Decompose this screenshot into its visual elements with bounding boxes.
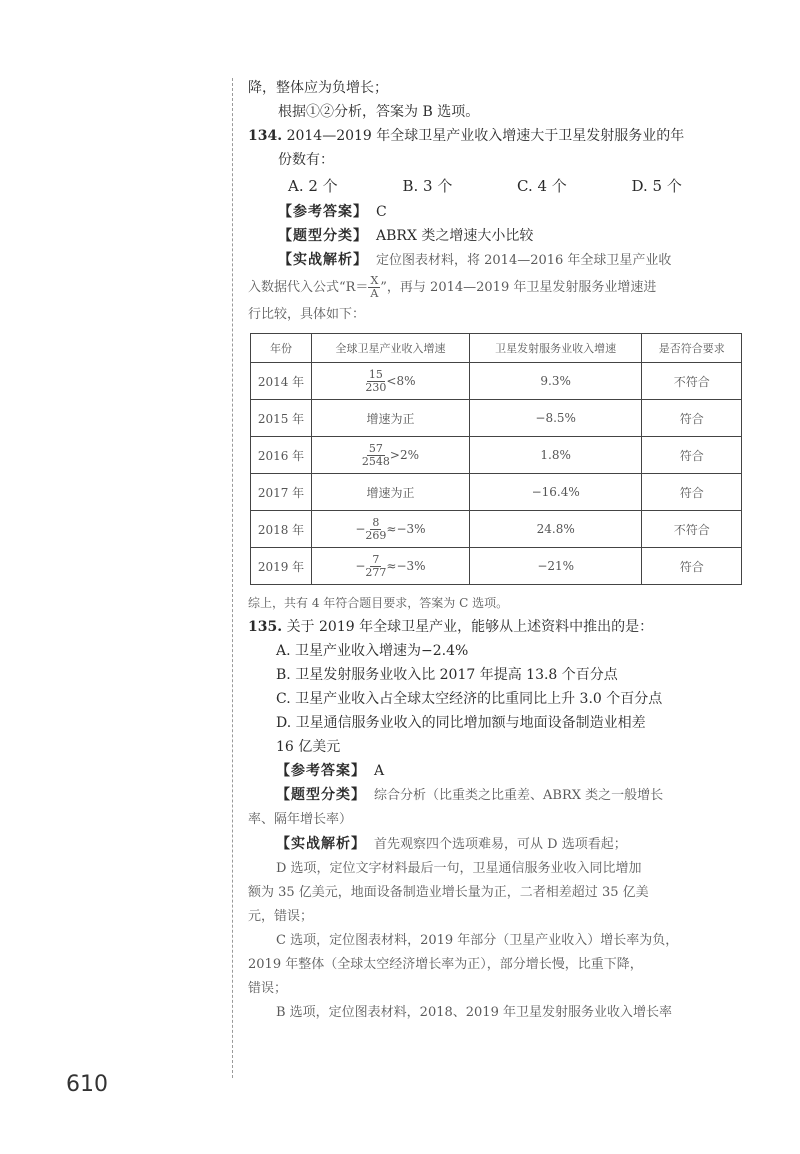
comparison: <8% xyxy=(386,373,416,388)
summary-line: 综上，共有 4 年符合题目要求，答案为 C 选项。 xyxy=(248,596,509,610)
result-cell: 符合 xyxy=(642,437,742,474)
fraction xyxy=(365,369,386,394)
text-line: 行比较，具体如下： xyxy=(248,307,366,322)
text-line: 元，错误； xyxy=(248,909,314,924)
stem-text: 关于 2019 年全球卫星产业，能够从上述资料中推出的是： xyxy=(286,619,654,635)
table-row xyxy=(251,437,742,474)
text-line: C 选项，定位图表材料，2019 年部分（卫星产业收入）增长率为负， xyxy=(276,933,679,948)
result-cell: 符合 xyxy=(642,400,742,437)
numerator: 7 xyxy=(372,552,380,566)
growth-cell xyxy=(312,511,470,548)
year-cell: 2018 年 xyxy=(251,511,312,548)
analysis-formula-line xyxy=(248,273,746,303)
numerator: 57 xyxy=(368,441,383,455)
type-value: 综合分析（比重类之比重差、ABRX 类之一般增长 xyxy=(374,788,664,803)
result-cell: 符合 xyxy=(642,548,742,585)
growth-cell: 增速为正 xyxy=(312,400,470,437)
answer-value: C xyxy=(376,204,387,220)
comparison: >2% xyxy=(389,447,419,462)
option-b: B. 3 个 xyxy=(402,177,453,195)
table-row xyxy=(251,400,742,437)
comparison: ≈−3% xyxy=(386,558,426,573)
question-134-stem xyxy=(248,124,746,148)
launch-growth-cell: 9.3% xyxy=(469,363,642,400)
sign: − xyxy=(355,558,366,573)
year-cell: 2016 年 xyxy=(251,437,312,474)
analysis-text: 定位图表材料，将 2014—2016 年全球卫星产业收 xyxy=(376,253,672,268)
launch-growth-cell: −8.5% xyxy=(469,400,642,437)
analysis-row xyxy=(248,832,746,857)
growth-cell: 增速为正 xyxy=(312,474,470,511)
launch-growth-cell: −21% xyxy=(469,548,642,585)
question-number: 135. xyxy=(248,619,283,635)
answer-label: 【参考答案】 xyxy=(276,763,366,779)
question-134-options xyxy=(248,172,746,200)
denominator: 230 xyxy=(365,380,387,394)
option-b: B. 卫星发射服务业收入比 2017 年提高 13.8 个百分点 xyxy=(276,667,618,683)
denominator: 269 xyxy=(365,528,387,542)
text-line: 率、隔年增长率） xyxy=(248,812,353,827)
year-cell: 2017 年 xyxy=(251,474,312,511)
numerator: 15 xyxy=(368,367,383,381)
formula-denominator: A xyxy=(370,287,379,300)
analysis-text: 入数据代入公式“R＝ xyxy=(248,280,369,295)
type-row xyxy=(248,224,746,248)
numerator: 8 xyxy=(372,515,380,529)
analysis-label: 【实战解析】 xyxy=(276,836,366,852)
text-line: 根据①②分析，答案为 B 选项。 xyxy=(278,104,480,120)
result-cell: 不符合 xyxy=(642,511,742,548)
option-d-continued: 16 亿美元 xyxy=(276,739,341,755)
result-cell: 符合 xyxy=(642,474,742,511)
type-row xyxy=(248,783,746,808)
table-row xyxy=(251,474,742,511)
answer-row xyxy=(248,759,746,783)
question-number: 134. xyxy=(248,128,283,144)
answer-row xyxy=(248,200,746,224)
text-line: 错误； xyxy=(248,981,288,996)
type-label: 【题型分类】 xyxy=(278,228,368,244)
stem-text: 2014—2019 年全球卫星产业收入增速大于卫星发射服务业的年 xyxy=(286,128,685,144)
launch-growth-cell: 1.8% xyxy=(469,437,642,474)
page-content xyxy=(248,76,746,1025)
fraction xyxy=(362,443,390,468)
table-header: 全球卫星产业收入增速 xyxy=(312,334,470,363)
launch-growth-cell: 24.8% xyxy=(469,511,642,548)
page-number: 610 xyxy=(66,1072,108,1097)
option-a: A. 2 个 xyxy=(288,177,338,195)
growth-cell xyxy=(312,363,470,400)
text-line: 份数有： xyxy=(278,152,334,168)
table-row xyxy=(251,363,742,400)
analysis-text: ”，再与 2014—2019 年卫星发射服务业增速进 xyxy=(380,280,657,295)
analysis-label: 【实战解析】 xyxy=(278,252,368,268)
growth-cell xyxy=(312,548,470,585)
binding-margin-line xyxy=(232,78,233,1078)
analysis-text: 首先观察四个选项难易，可从 D 选项看起； xyxy=(374,837,627,852)
answer-value: A xyxy=(374,763,385,779)
year-cell: 2019 年 xyxy=(251,548,312,585)
comparison: ≈−3% xyxy=(386,521,426,536)
analysis-row xyxy=(248,248,746,273)
table-header: 是否符合要求 xyxy=(642,334,742,363)
fraction xyxy=(365,517,386,542)
answer-label: 【参考答案】 xyxy=(278,204,368,220)
table-header: 年份 xyxy=(251,334,312,363)
option-d: D. 卫星通信服务业收入的同比增加额与地面设备制造业相差 xyxy=(276,715,646,731)
type-label: 【题型分类】 xyxy=(276,787,366,803)
type-value: ABRX 类之增速大小比较 xyxy=(376,228,534,244)
table-header-row xyxy=(251,334,742,363)
year-cell: 2015 年 xyxy=(251,400,312,437)
text-line: B 选项，定位图表材料，2018、2019 年卫星发射服务业收入增长率 xyxy=(276,1005,672,1020)
question-135-stem xyxy=(248,615,746,639)
text-line: D 选项，定位文字材料最后一句，卫星通信服务业收入同比增加 xyxy=(276,861,642,876)
denominator: 277 xyxy=(365,565,387,579)
growth-cell xyxy=(312,437,470,474)
formula-numerator: X xyxy=(370,274,379,287)
formula-fraction xyxy=(368,275,380,300)
text-line: 2019 年整体（全球太空经济增长率为正），部分增长慢，比重下降， xyxy=(248,957,643,972)
launch-growth-cell: −16.4% xyxy=(469,474,642,511)
option-c: C. 4 个 xyxy=(517,177,567,195)
growth-comparison-table xyxy=(250,333,742,585)
sign: − xyxy=(355,521,366,536)
table-row xyxy=(251,548,742,585)
denominator: 2548 xyxy=(361,454,390,468)
year-cell: 2014 年 xyxy=(251,363,312,400)
option-d: D. 5 个 xyxy=(631,177,682,195)
result-cell: 不符合 xyxy=(642,363,742,400)
fraction xyxy=(365,554,386,579)
table-header: 卫星发射服务业收入增速 xyxy=(469,334,642,363)
table-row xyxy=(251,511,742,548)
text-line: 降，整体应为负增长； xyxy=(248,80,388,96)
option-c: C. 卫星产业收入占全球太空经济的比重同比上升 3.0 个百分点 xyxy=(276,691,663,707)
option-a: A. 卫星产业收入增速为−2.4% xyxy=(276,643,469,659)
text-line: 额为 35 亿美元，地面设备制造业增长量为正，二者相差超过 35 亿美 xyxy=(248,885,649,900)
